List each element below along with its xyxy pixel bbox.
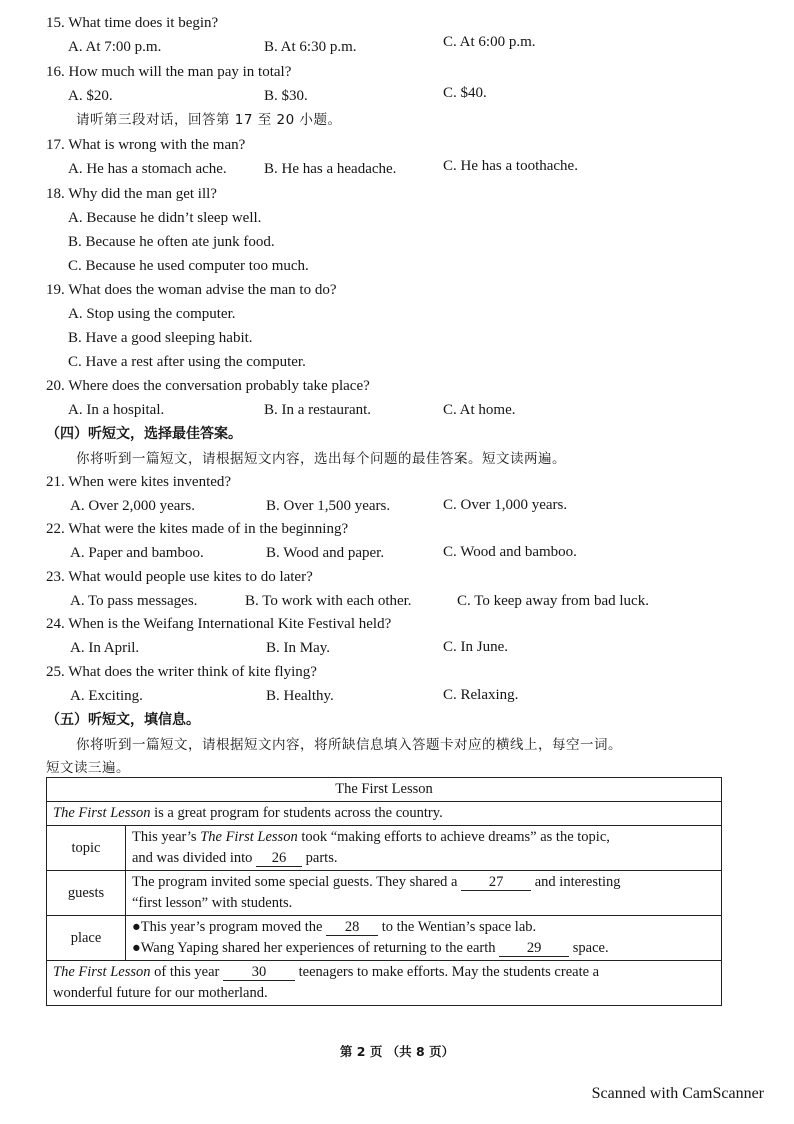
guests-text-1a: The program invited some special guests. They shared a bbox=[132, 874, 462, 890]
place-bullet-1b: to the Wentian’s space lab. bbox=[378, 919, 537, 935]
blank-26[interactable]: 26 bbox=[256, 850, 302, 867]
topic-cell bbox=[126, 826, 722, 871]
section-5-instruction: 你将听到一篇短文，请根据短文内容，将所缺信息填入答题卡对应的横线上，每空一词。 bbox=[76, 737, 622, 753]
topic-text-2b: parts. bbox=[302, 850, 338, 866]
place-cell bbox=[126, 916, 722, 961]
blank-29[interactable]: 29 bbox=[499, 940, 569, 957]
q22-option-b: B. Wood and paper. bbox=[266, 545, 385, 561]
q17-option-a: A. He has a stomach ache. bbox=[68, 161, 227, 177]
q21-option-c: C. Over 1,000 years. bbox=[443, 497, 568, 513]
question-24: 24. When is the Weifang International Kite Festival held? bbox=[46, 616, 392, 632]
row-label-topic: topic bbox=[47, 826, 126, 871]
question-17: 17. What is wrong with the man? bbox=[46, 137, 246, 153]
closing-text-b: teenagers to make efforts. May the students create a bbox=[294, 964, 600, 980]
topic-text-1b: took “making efforts to achieve dreams” as the topic, bbox=[297, 829, 610, 845]
q24-option-b: B. In May. bbox=[266, 640, 331, 656]
q21-option-a: A. Over 2,000 years. bbox=[70, 498, 195, 514]
page-number: 第 2 页 （共 8 页） bbox=[339, 1044, 455, 1059]
dialogue-3-instruction: 请听第三段对话，回答第 17 至 20 小题。 bbox=[76, 112, 342, 128]
q19-option-a: A. Stop using the computer. bbox=[68, 306, 236, 322]
q17-option-c: C. He has a toothache. bbox=[443, 158, 578, 174]
q16-option-c: C. $40. bbox=[443, 85, 487, 101]
q18-option-c: C. Because he used computer too much. bbox=[68, 258, 309, 274]
q15-option-a: A. At 7:00 p.m. bbox=[68, 39, 162, 55]
q23-option-b: B. To work with each other. bbox=[245, 593, 412, 609]
blank-28[interactable]: 28 bbox=[326, 919, 378, 936]
guests-text-2: “first lesson” with students. bbox=[132, 895, 293, 911]
blank-30[interactable]: 30 bbox=[223, 964, 295, 981]
first-lesson-table bbox=[46, 777, 722, 1006]
q16-option-a: A. $20. bbox=[68, 88, 113, 104]
q18-option-a: A. Because he didn’t sleep well. bbox=[68, 210, 262, 226]
scanner-watermark: Scanned with CamScanner bbox=[591, 1085, 764, 1102]
question-20: 20. Where does the conversation probably take place? bbox=[46, 378, 370, 394]
q24-option-a: A. In April. bbox=[70, 640, 140, 656]
q20-option-c: C. At home. bbox=[443, 402, 516, 418]
question-18: 18. Why did the man get ill? bbox=[46, 186, 217, 202]
section-4-instruction: 你将听到一篇短文，请根据短文内容，选出每个问题的最佳答案。短文读两遍。 bbox=[76, 451, 566, 467]
closing-text-a: of this year bbox=[150, 964, 223, 980]
table-intro-text: is a great program for students across the country. bbox=[150, 805, 443, 821]
section-5-instruction-cont: 短文读三遍。 bbox=[46, 760, 130, 776]
topic-text-2a: and was divided into bbox=[132, 850, 257, 866]
q25-option-a: A. Exciting. bbox=[70, 688, 143, 704]
blank-27[interactable]: 27 bbox=[461, 874, 531, 891]
table-intro-row bbox=[47, 802, 722, 826]
closing-program-name: The First Lesson bbox=[53, 964, 151, 980]
q15-option-b: B. At 6:30 p.m. bbox=[264, 39, 357, 55]
q21-option-b: B. Over 1,500 years. bbox=[266, 498, 391, 514]
q25-option-b: B. Healthy. bbox=[266, 688, 334, 704]
question-16: 16. How much will the man pay in total? bbox=[46, 64, 292, 80]
q22-option-c: C. Wood and bamboo. bbox=[443, 544, 577, 560]
row-label-guests: guests bbox=[47, 871, 126, 916]
q20-option-b: B. In a restaurant. bbox=[264, 402, 372, 418]
q17-option-b: B. He has a headache. bbox=[264, 161, 397, 177]
q22-option-a: A. Paper and bamboo. bbox=[70, 545, 204, 561]
q16-option-b: B. $30. bbox=[264, 88, 308, 104]
question-19: 19. What does the woman advise the man to do? bbox=[46, 282, 337, 298]
guests-cell bbox=[126, 871, 722, 916]
topic-text-1a: This year’s bbox=[132, 829, 201, 845]
question-21: 21. When were kites invented? bbox=[46, 474, 232, 490]
q19-option-c: C. Have a rest after using the computer. bbox=[68, 354, 306, 370]
place-bullet-2a: ●Wang Yaping shared her experiences of returning to the earth bbox=[132, 940, 500, 956]
q24-option-c: C. In June. bbox=[443, 639, 508, 655]
topic-program-name: The First Lesson bbox=[200, 829, 298, 845]
table-closing-row bbox=[47, 961, 722, 1006]
section-4-title: （四）听短文，选择最佳答案。 bbox=[46, 426, 242, 442]
table-title: The First Lesson bbox=[47, 778, 722, 802]
q20-option-a: A. In a hospital. bbox=[68, 402, 165, 418]
place-bullet-2b: space. bbox=[569, 940, 609, 956]
q15-option-c: C. At 6:00 p.m. bbox=[443, 34, 536, 50]
closing-text-c: wonderful future for our motherland. bbox=[53, 985, 268, 1001]
guests-text-1b: and interesting bbox=[531, 874, 621, 890]
section-5-title: （五）听短文，填信息。 bbox=[46, 712, 200, 728]
question-23: 23. What would people use kites to do later? bbox=[46, 569, 313, 585]
question-25: 25. What does the writer think of kite flying? bbox=[46, 664, 317, 680]
q25-option-c: C. Relaxing. bbox=[443, 687, 519, 703]
q18-option-b: B. Because he often ate junk food. bbox=[68, 234, 275, 250]
question-15: 15. What time does it begin? bbox=[46, 15, 219, 31]
program-name: The First Lesson bbox=[53, 805, 151, 821]
place-bullet-1a: ●This year’s program moved the bbox=[132, 919, 327, 935]
q23-option-c: C. To keep away from bad luck. bbox=[457, 593, 649, 609]
question-22: 22. What were the kites made of in the beginning? bbox=[46, 521, 349, 537]
row-label-place: place bbox=[47, 916, 126, 961]
q23-option-a: A. To pass messages. bbox=[70, 593, 198, 609]
q19-option-b: B. Have a good sleeping habit. bbox=[68, 330, 253, 346]
